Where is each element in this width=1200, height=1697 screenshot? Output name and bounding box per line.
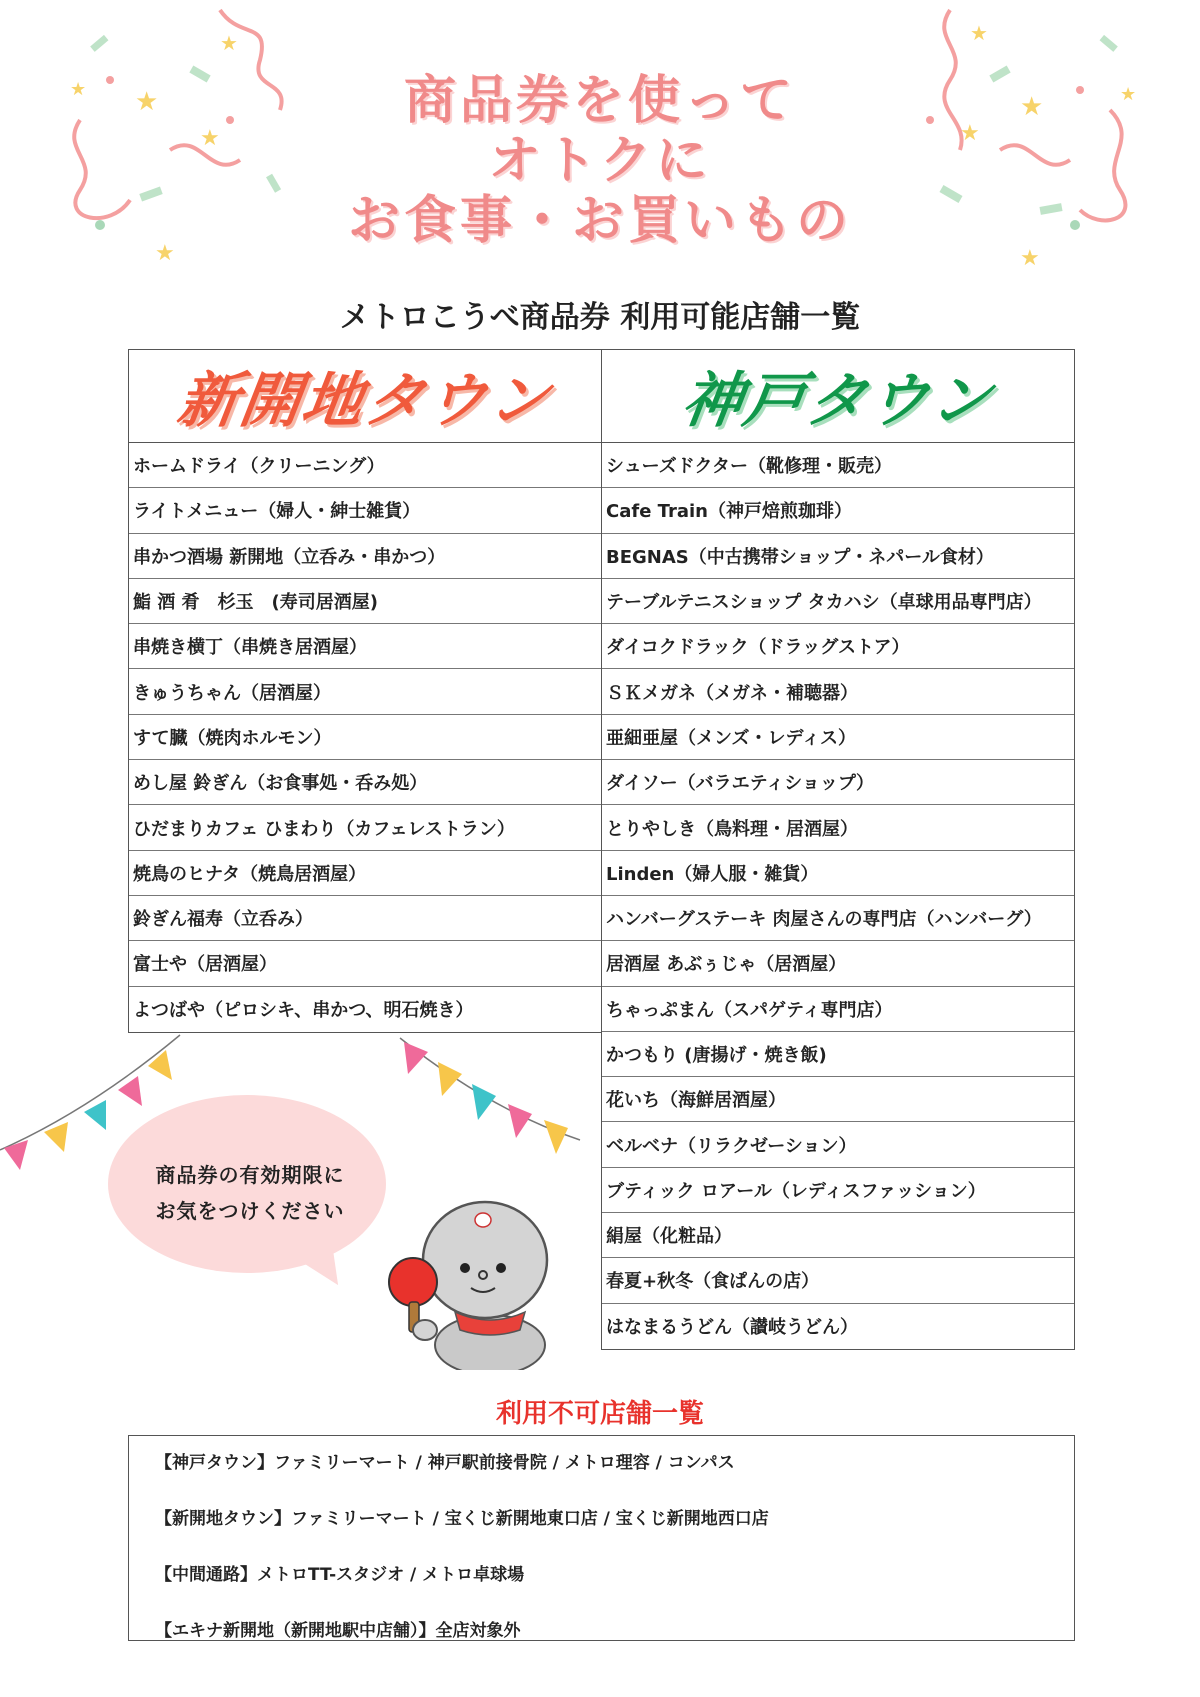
store-row: ちゃっぷまん（スパゲティ専門店） xyxy=(602,987,1074,1032)
unavailable-line-ekina-shinkaichi: 【エキナ新開地（新開地駅中店舗）】全店対象外 xyxy=(155,1621,521,1641)
notice-line-2: お気をつけください xyxy=(155,1199,345,1223)
store-row: 串かつ酒場 新開地（立呑み・串かつ） xyxy=(129,534,601,579)
unavailable-stores-title: 利用不可店舗一覧 xyxy=(495,1399,704,1429)
store-row: 富士や（居酒屋） xyxy=(129,941,601,986)
store-row: ダイコクドラック（ドラッグストア） xyxy=(602,624,1074,669)
jizo-mascot-illustration xyxy=(385,1190,585,1370)
store-row: ダイソー（バラエティショップ） xyxy=(602,760,1074,805)
svg-text:★: ★ xyxy=(970,21,988,45)
store-row: 鈴ぎん福寿（立呑み） xyxy=(129,896,601,941)
store-row: はなまるうどん（讃岐うどん） xyxy=(606,1317,858,1339)
kobe-town-logo: 神戸タウン xyxy=(677,366,998,436)
store-row: 串焼き横丁（串焼き居酒屋） xyxy=(129,624,601,669)
store-row: 焼鳥のヒナタ（焼鳥居酒屋） xyxy=(129,851,601,896)
shinkaichi-town-logo: 新開地タウン xyxy=(173,366,556,436)
headline-line-3: お食事・お買いもの xyxy=(347,191,852,251)
store-row: テーブルテニスショップ タカハシ（卓球用品専門店） xyxy=(602,579,1074,624)
store-row: 絹屋（化粧品） xyxy=(602,1213,1074,1258)
svg-text:★: ★ xyxy=(155,241,175,266)
store-row: 亜細亜屋（メンズ・レディス） xyxy=(602,715,1074,760)
kobe-town-column xyxy=(601,349,1075,1350)
store-row: めし屋 鈴ぎん（お食事処・呑み処） xyxy=(129,760,601,805)
svg-text:★: ★ xyxy=(70,79,87,100)
svg-text:★: ★ xyxy=(1020,92,1044,122)
store-row: ライトメニュー（婦人・紳士雑貨） xyxy=(129,488,601,533)
unavailable-line-kobe-town: 【神戸タウン】ファミリーマート / 神戸駅前接骨院 / メトロ理容 / コンパス xyxy=(155,1453,735,1473)
store-row: BEGNAS（中古携帯ショップ・ネパール食材） xyxy=(602,534,1074,579)
page-subtitle: メトロこうべ商品券 利用可能店舗一覧 xyxy=(339,300,861,335)
shinkaichi-town-column xyxy=(128,349,602,1033)
shinkaichi-town-logo-cell xyxy=(129,350,601,443)
store-row: ホームドライ（クリーニング） xyxy=(129,443,601,488)
unavailable-line-middle-passage: 【中間通路】メトロTT-スタジオ / メトロ卓球場 xyxy=(155,1565,525,1585)
store-row: ひだまりカフェ ひまわり（カフェレストラン） xyxy=(129,805,601,850)
store-row: すて臓（焼肉ホルモン） xyxy=(129,715,601,760)
store-row: 鮨 酒 肴 杉玉 (寿司居酒屋) xyxy=(129,579,601,624)
store-row: ブティック ロアール（レディスファッション） xyxy=(602,1168,1074,1213)
headline-line-2: オトクに xyxy=(488,131,712,191)
store-row: とりやしき（鳥料理・居酒屋） xyxy=(602,805,1074,850)
headline-line-1: 商品券を使って xyxy=(403,71,796,131)
store-row: きゅうちゃん（居酒屋） xyxy=(129,669,601,714)
store-row: Cafe Train（神戸焙煎珈琲） xyxy=(602,488,1074,533)
notice-text xyxy=(120,1157,380,1229)
kobe-town-logo-cell xyxy=(602,350,1074,443)
unavailable-stores-box xyxy=(128,1435,1075,1641)
store-row: かつもり (唐揚げ・焼き飯) xyxy=(602,1032,1074,1077)
notice-line-1: 商品券の有効期限に xyxy=(155,1163,345,1187)
svg-text:★: ★ xyxy=(135,87,159,117)
svg-text:★: ★ xyxy=(220,31,238,55)
store-row: ＳＫメガネ（メガネ・補聴器） xyxy=(602,669,1074,714)
store-row: 春夏+秋冬（食ぱんの店） xyxy=(602,1258,1074,1303)
svg-text:★: ★ xyxy=(1020,246,1040,270)
store-row: Linden（婦人服・雑貨） xyxy=(602,851,1074,896)
store-row: 花いち（海鮮居酒屋） xyxy=(602,1077,1074,1122)
svg-text:★: ★ xyxy=(200,126,220,151)
unavailable-line-shinkaichi-town: 【新開地タウン】ファミリーマート / 宝くじ新開地東口店 / 宝くじ新開地西口店 xyxy=(155,1509,769,1529)
store-row: ハンバーグステーキ 肉屋さんの専門店（ハンバーグ） xyxy=(602,896,1074,941)
store-row: よつばや（ピロシキ、串かつ、明石焼き） xyxy=(133,1000,474,1022)
svg-text:★: ★ xyxy=(960,121,980,146)
svg-text:★: ★ xyxy=(1120,84,1137,105)
store-row: シューズドクター（靴修理・販売） xyxy=(602,443,1074,488)
store-row: 居酒屋 あぶぅじゃ（居酒屋） xyxy=(602,941,1074,986)
store-row: ベルベナ（リラクゼーション） xyxy=(602,1122,1074,1167)
